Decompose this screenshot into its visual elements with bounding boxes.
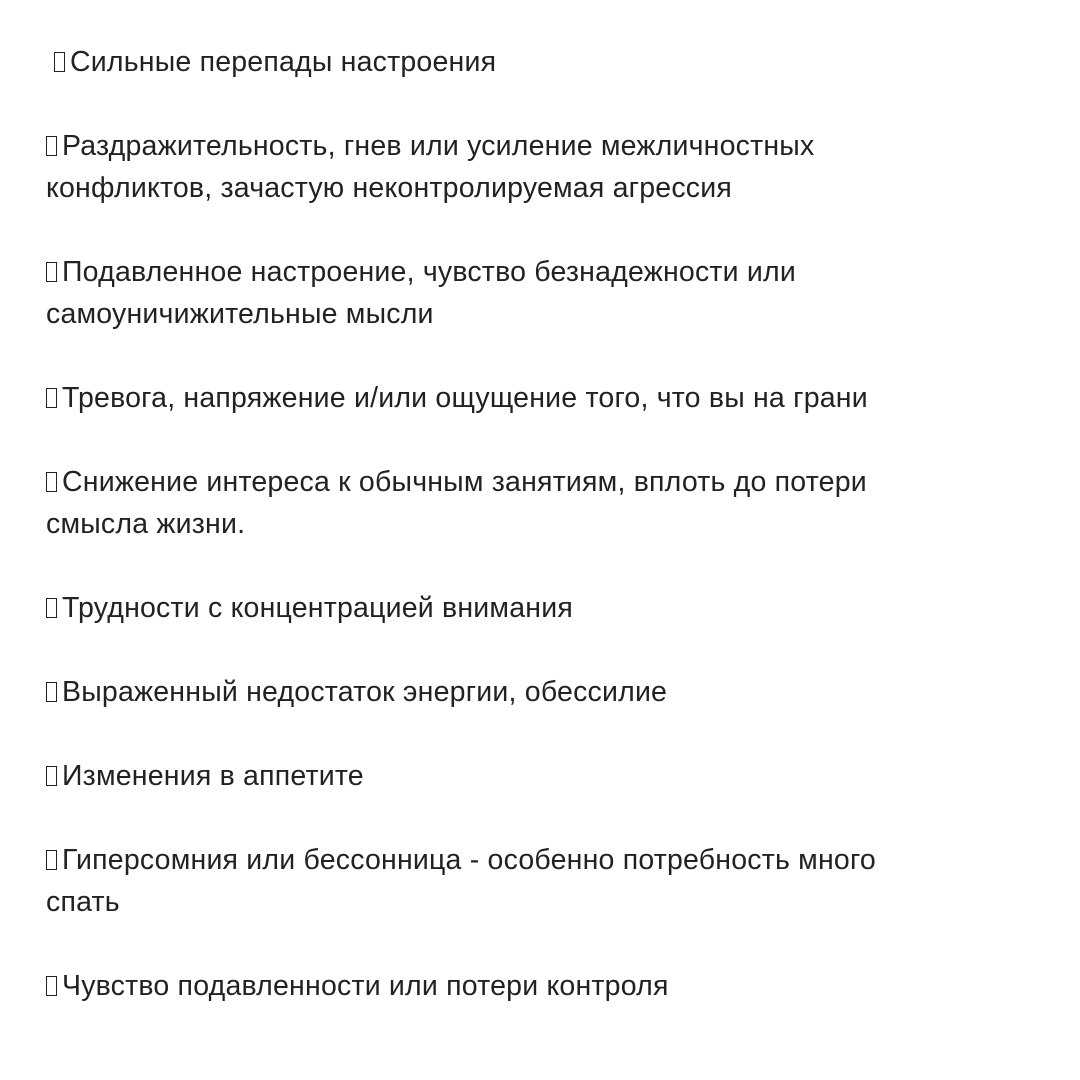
missing-glyph-icon [46, 976, 57, 996]
list-item-text [62, 587, 573, 629]
missing-glyph-icon [46, 262, 57, 282]
list-item-text [46, 839, 876, 923]
missing-glyph-icon [54, 52, 65, 72]
list-item [46, 587, 1046, 629]
list-item-line: Раздражительность, гнев или усиление межличностных [62, 130, 815, 162]
symptom-list [46, 41, 1046, 1049]
list-item-line: конфликтов, зачастую неконтролируемая агрессия [46, 172, 733, 204]
missing-glyph-icon [46, 850, 57, 870]
missing-glyph-icon [46, 472, 57, 492]
list-item-line: Сильные перепады настроения [70, 46, 497, 78]
list-item-line: Гиперсомния или бессонница - особенно потребность много [62, 844, 876, 876]
list-item-line: смысла жизни. [46, 508, 246, 540]
missing-glyph-icon [46, 136, 57, 156]
list-item-line: самоуничижительные мысли [46, 298, 434, 330]
list-item-line: Чувство подавленности или потери контроля [62, 970, 669, 1002]
missing-glyph-icon [46, 388, 57, 408]
list-item-line: Тревога, напряжение и/или ощущение того, что вы на грани [62, 382, 868, 414]
list-item [46, 671, 1046, 713]
list-item [46, 125, 1046, 209]
list-item-text [46, 251, 796, 335]
list-item-text [62, 377, 868, 419]
missing-glyph-icon [46, 598, 57, 618]
list-item-text [70, 41, 496, 83]
list-item-line: Трудности с концентрацией внимания [62, 592, 573, 624]
list-item-line: Подавленное настроение, чувство безнадежности или [62, 256, 796, 288]
list-item [46, 965, 1046, 1007]
list-item [46, 251, 1046, 335]
list-item-line: спать [46, 886, 120, 918]
list-item-text [62, 671, 667, 713]
list-item [46, 839, 1046, 923]
missing-glyph-icon [46, 682, 57, 702]
list-item [46, 461, 1046, 545]
missing-glyph-icon [46, 766, 57, 786]
list-item-text [46, 125, 815, 209]
list-item-text [62, 755, 364, 797]
list-item [46, 755, 1046, 797]
list-item-text [62, 965, 669, 1007]
list-item [46, 41, 1046, 83]
list-item-line: Выраженный недостаток энергии, обессилие [62, 676, 668, 708]
list-item-line: Изменения в аппетите [62, 760, 364, 792]
list-item-line: Снижение интереса к обычным занятиям, вплоть до потери [62, 466, 867, 498]
list-item [46, 377, 1046, 419]
list-item-text [46, 461, 867, 545]
